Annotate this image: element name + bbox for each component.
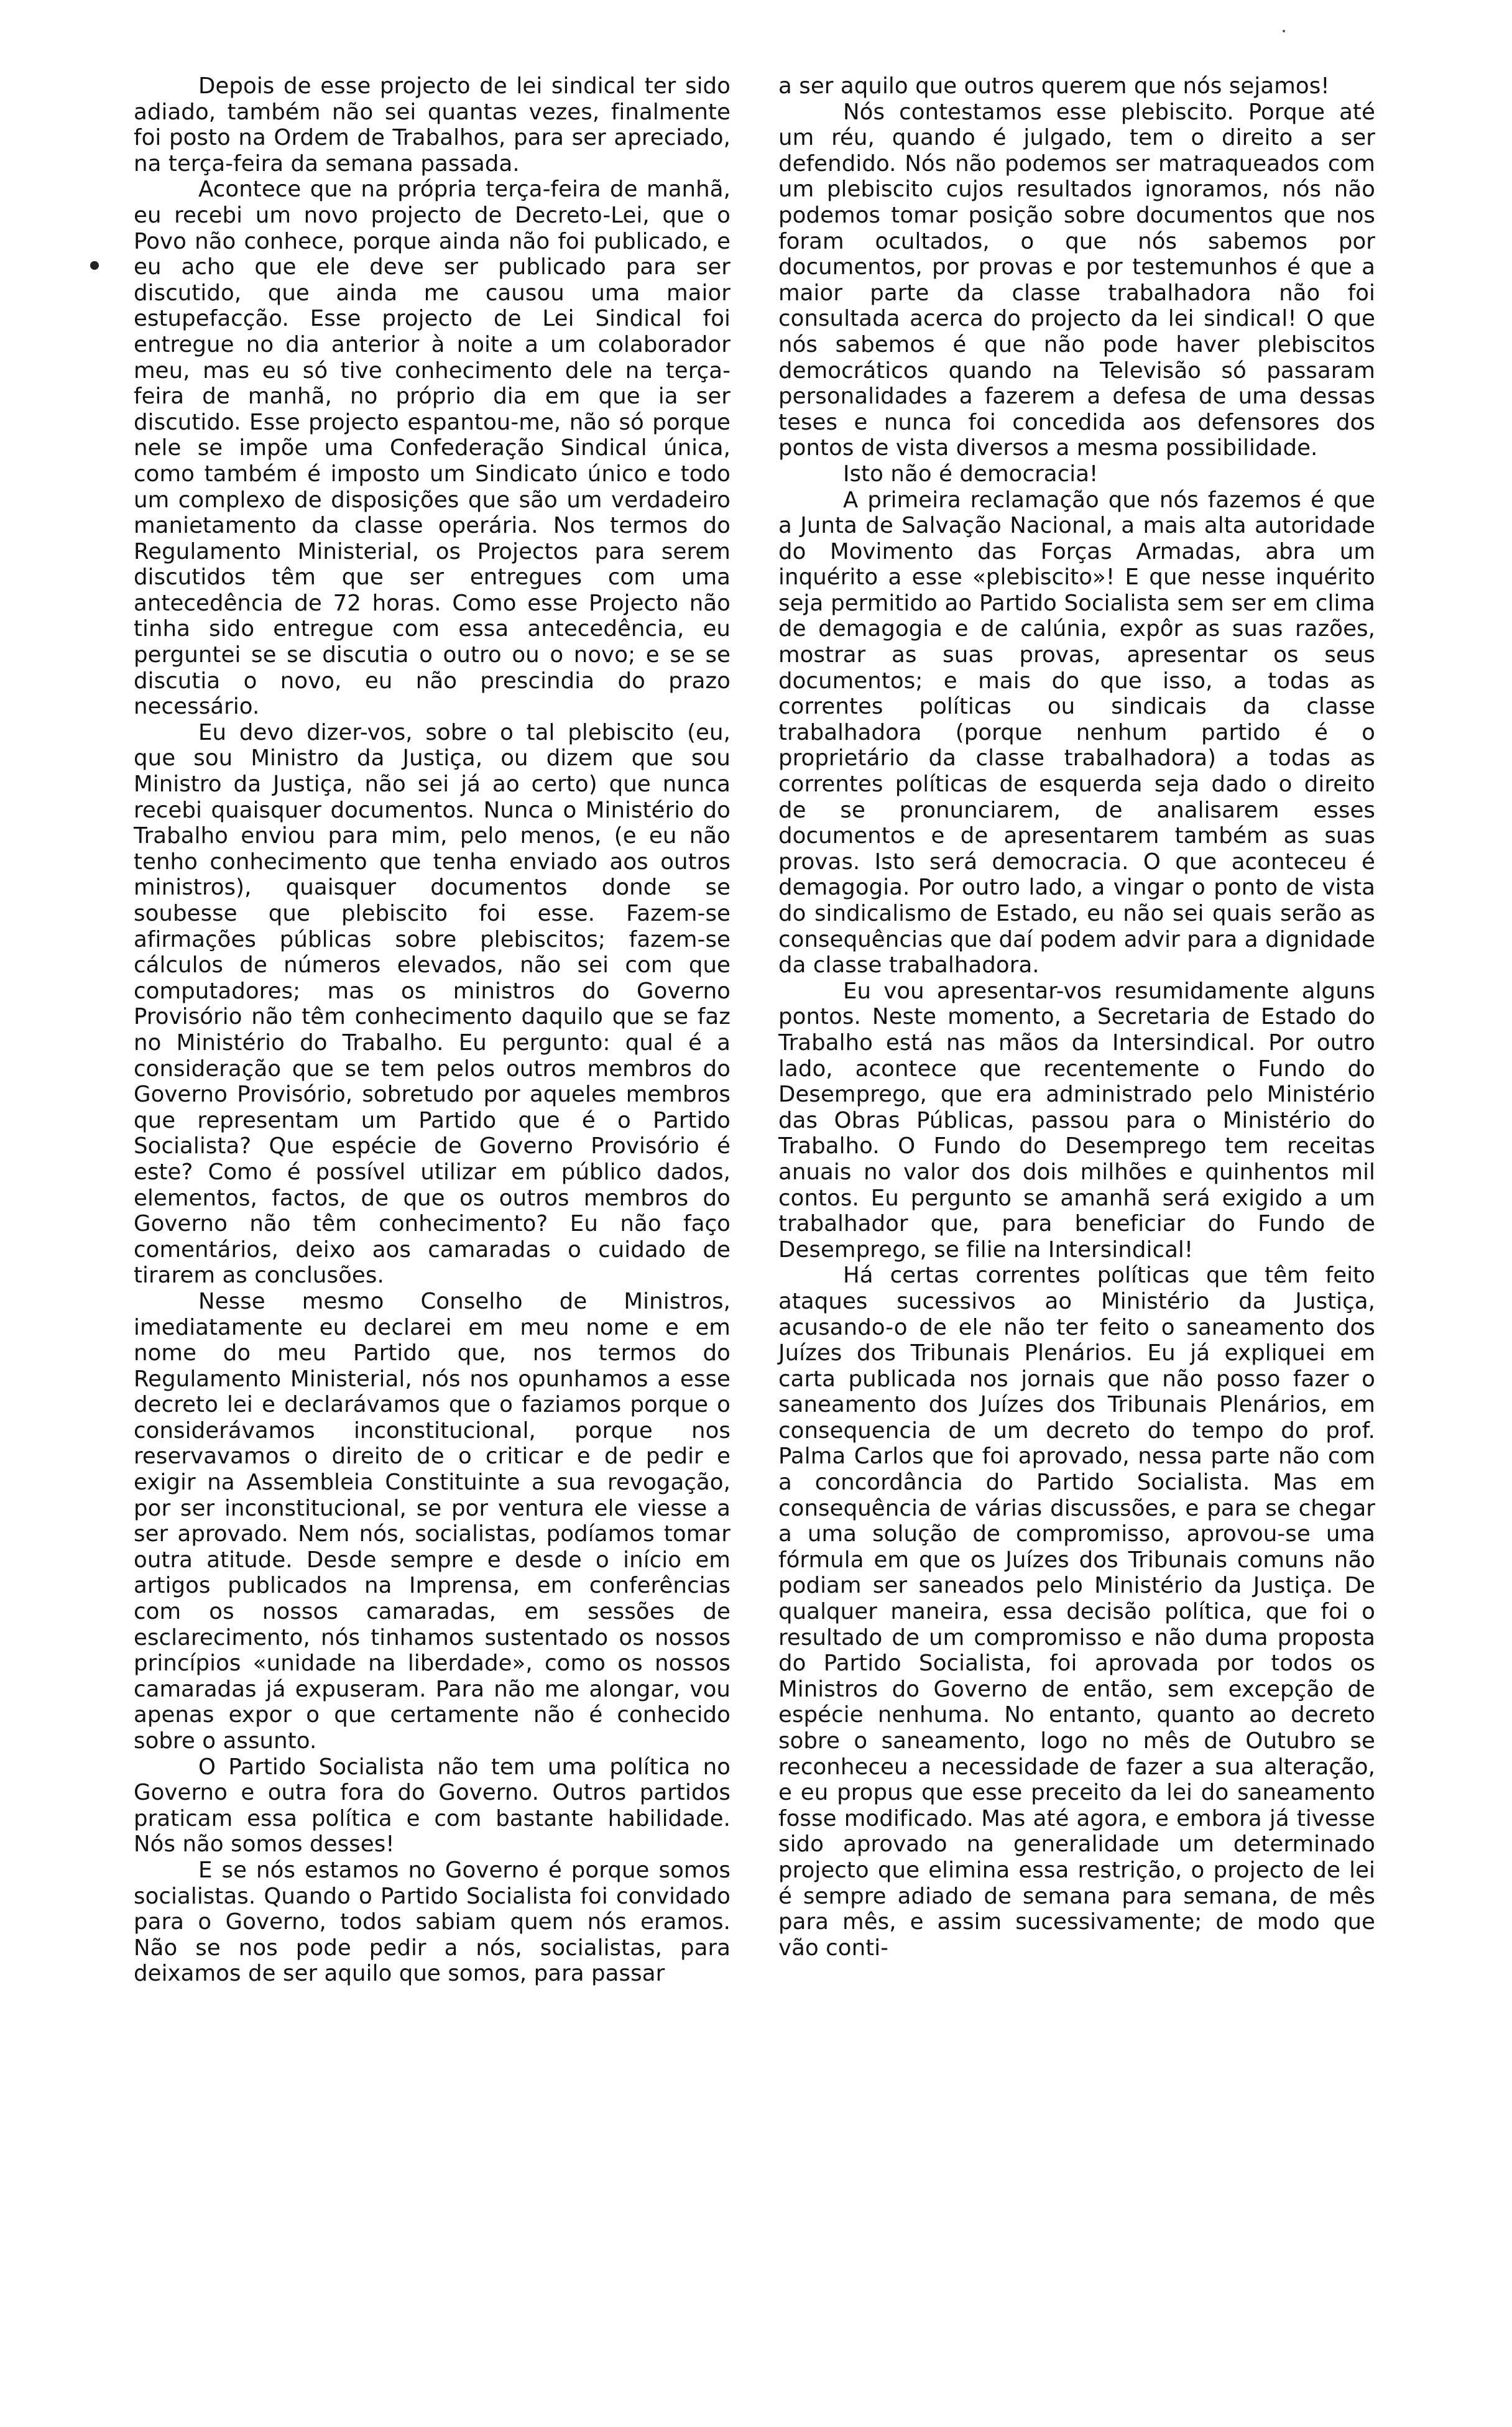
paragraph: Eu vou apresentar-vos resumidamente alguns pontos. Neste momento, a Secretaria de Estado do Trabalho está nas mãos da Intersindical. Por outro lado, acontece que recentemente o Fundo do Desemprego, que era administrado pelo Ministério das Obras Públicas, passou para o Ministério do Trabalho. O Fundo do Desemprego tem receitas anuais no valor dos dois milhões e quinhentos mil contos. Eu pergunto se amanhã será exigido a um trabalhador que, para beneficiar do Fundo de Desemprego, se filie na Intersindical! <box>778 978 1375 1263</box>
paragraph: Isto não é democracia! <box>843 461 1099 487</box>
margin-bullet <box>90 261 99 270</box>
corner-speck <box>1283 30 1285 32</box>
paragraph: Acontece que na própria terça-feira de manhã, eu recebi um novo projecto de Decreto-Lei, que o Povo não conhece, porque ainda não foi publicado, e eu acho que ele deve ser publicado para ser discutido, que ainda me causou uma maior estupefacção. Esse projecto de Lei Sindical foi entregue no dia anterior à noite a um colaborador meu, mas eu só tive conhecimento dele na terça-feira de manhã, no próprio dia em que ia ser discutido. Esse projecto espantou-me, não só porque nele se impõe uma Confederação Sindical única, como também é imposto um Sindicato único e todo um complexo de disposições que são um verdadeiro manietamento da classe operária. Nos termos do Regulamento Ministerial, os Projectos para serem discutidos têm que ser entregues com uma antecedência de 72 horas. Como esse Projecto não tinha sido entregue com essa antecedência, eu perguntei se se discutia o outro ou o novo; e se se discutia o novo, eu não prescindia do prazo necessário. <box>134 177 731 720</box>
paragraph: A primeira reclamação que nós fazemos é que a Junta de Salvação Nacional, a mais alta autoridade do Movimento das Forças Armadas, abra um inquérito a esse «plebiscito»! E que nesse inquérito seja permitido ao Partido Socialista sem ser em clima de demagogia e de calúnia, expôr as suas razões, mostrar as suas provas, apresentar os seus documentos; e mais do que isso, a todas as correntes políticas ou sindicais da classe trabalhadora (porque nenhum partido é o proprietário da classe trabalhadora) a todas as correntes políticas de esquerda seja dado o direito de se pronunciarem, de analisarem esses documentos e de apresentarem também as suas provas. Isto será democracia. O que aconteceu é demagogia. Por outro lado, a vingar o ponto de vista do sindicalismo de Estado, eu não sei quais serão as consequências que daí podem advir para a dignidade da classe trabalhadora. <box>778 487 1375 979</box>
paragraph: Nós contestamos esse plebiscito. Porque até um réu, quando é julgado, tem o direito a ser defendido. Nós não podemos ser matraqueados com um plebiscito cujos resultados ignoramos, nós não podemos tomar posição sobre documentos que nos foram ocultados, o que nós sabemos por documentos, por provas e por testemunhos é que a maior parte da classe trabalhadora não foi consultada acerca do projecto da lei sindical! O que nós sabemos é que não pode haver plebiscitos democráticos quando na Televisão só passaram personalidades a fazerem a defesa de uma dessas teses e nunca foi concedida aos defensores dos pontos de vista diversos a mesma possibilidade. <box>778 99 1375 461</box>
paragraph: O Partido Socialista não tem uma política no Governo e outra fora do Governo. Outros partidos praticam essa política e com bastante habilidade. Nós não somos desses! <box>134 1754 731 1858</box>
paragraph: Nesse mesmo Conselho de Ministros, imediatamente eu declarei em meu nome e em nome do meu Partido que, nos termos do Regulamento Ministerial, nós nos opunhamos a esse decreto lei e declarávamos que o faziamos porque o considerávamos inconstitucional, porque nos reservavamos o direito de o criticar e de pedir e exigir na Assembleia Constituinte a sua revogação, por ser inconstitucional, se por ventura ele viesse a ser aprovado. Nem nós, socialistas, podíamos tomar outra atitude. Desde sempre e desde o início em artigos publicados na Imprensa, em conferências com os nossos camaradas, em sessões de esclarecimento, nós tinhamos sustentado os nossos princípios «unidade na liberdade», como os nossos camaradas já expuseram. Para não me alongar, vou apenas expor o que certamente não é conhecido sobre o assunto. <box>134 1288 731 1754</box>
paragraph: Eu devo dizer-vos, sobre o tal plebiscito (eu, que sou Ministro da Justiça, ou dizem que sou Ministro da Justiça, não sei já ao certo) que nunca recebi quaisquer documentos. Nunca o Ministério do Trabalho enviou para mim, pelo menos, (e eu não tenho conhecimento que tenha enviado aos outros ministros), quaisquer documentos donde se soubesse que plebiscito foi esse. Fazem-se afirmações públicas sobre plebiscitos; fazem-se cálculos de números elevados, não sei com que computadores; mas os ministros do Governo Provisório não têm conhecimento daquilo que se faz no Ministério do Trabalho. Eu pergunto: qual é a consideração que se tem pelos outros membros do Governo Provisório, sobretudo por aqueles membros que representam um Partido que é o Partido Socialista? Que espécie de Governo Provisório é este? Como é possível utilizar em público dados, elementos, factos, de que os outros membros do Governo não têm conhecimento? Eu não faço comentários, deixo aos camaradas o cuidado de tirarem as conclusões. <box>134 719 731 1289</box>
paragraph: Depois de esse projecto de lei sindical ter sido adiado, também não sei quantas vezes, finalmente foi posto na Ordem de Trabalhos, para ser apreciado, na terça-feira da semana passada. <box>134 73 731 177</box>
paragraph: Há certas correntes políticas que têm feito ataques sucessivos ao Ministério da Justiça, acusando-o de ele não ter feito o saneamento dos Juízes dos Tribunais Plenários. Eu já expliquei em carta publicada nos jornais que não posso fazer o saneamento dos Juízes dos Tribunais Plenários, em consequencia de um decreto do tempo do prof. Palma Carlos que foi aprovado, nessa parte não com a concordância do Partido Socialista. Mas em consequência de várias discussões, e para se chegar a uma solução de compromisso, aprovou-se uma fórmula em que os Juízes dos Tribunais comuns não podiam ser saneados pelo Ministério da Justiça. De qualquer maneira, essa decisão política, que foi o resultado de um compromisso e não duma proposta do Partido Socialista, foi aprovada por todos os Ministros do Governo de então, sem excepção de espécie nenhuma. No entanto, quanto ao decreto sobre o saneamento, logo no mês de Outubro se reconheceu a necessidade de fazer a sua alteração, e eu propus que esse preceito da lei do saneamento fosse modificado. Mas até agora, e embora já tivesse sido aprovado na generalidade um determinado projecto que elimina essa restrição, o projecto de lei é sempre adiado de semana para semana, de mês para mês, e assim sucessivamente; de modo que vão conti- <box>778 1263 1375 1961</box>
paragraph: E se nós estamos no Governo é porque somos socialistas. Quando o Partido Socialista foi convidado para o Governo, todos sabiam quem nós eramos. Não se nos pode pedir a nós, socialistas, para deixamos de ser aquilo que somos, para passar <box>134 1857 731 1987</box>
paragraph-continuation: a ser aquilo que outros querem que nós sejamos! <box>778 73 1330 99</box>
left-column <box>134 73 731 1987</box>
right-column <box>778 73 1375 1961</box>
